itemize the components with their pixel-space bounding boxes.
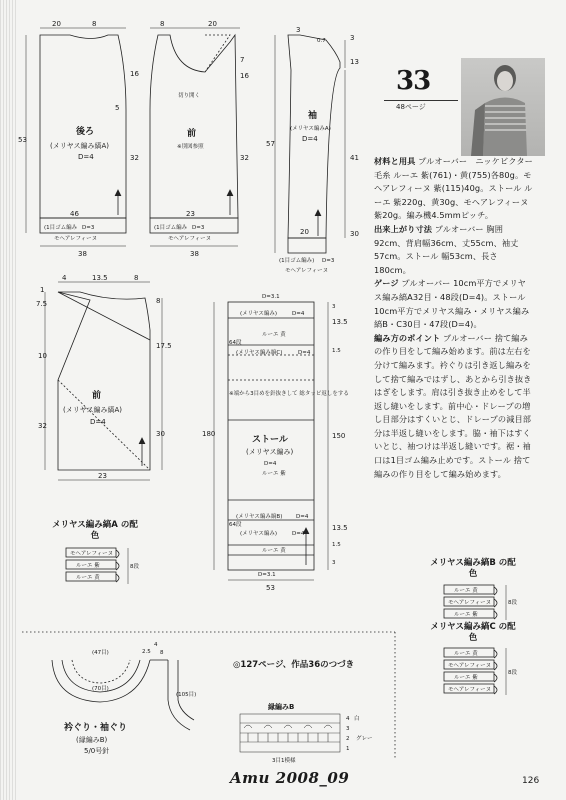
neck-st1: (47目) (92, 650, 109, 656)
back-w-top: 20 (52, 20, 61, 28)
front-top-rib-d: D=3 (192, 225, 205, 231)
stole-note: ※端から3目めを針抜きして 総タッピ返しをする (229, 391, 349, 397)
front-top-w-bottom: 23 (186, 210, 195, 218)
back-d: D=4 (78, 153, 94, 161)
stole-b-bottom: (メリヤス編み縞B) (236, 514, 283, 520)
neck-label-2: (縁編みB) (76, 736, 108, 744)
sleeve-h: 57 (266, 140, 275, 148)
edging-row-1: 1 (346, 746, 350, 752)
back-rib-yarn: モヘアレフィーヌ (54, 236, 98, 242)
size-text: プルオーバー 胸囲92cm、背肩幅36cm、丈55cm、袖丈57cm。ストール 幅53cm、長さ180cm。 (374, 223, 519, 275)
sleeve-rib-yarn: モヘアレフィーヌ (285, 268, 329, 274)
front-detail-h3: 10 (38, 352, 47, 360)
front-detail-piece (45, 282, 162, 480)
page-number: 126 (522, 776, 540, 786)
front-top-w-total: 38 (190, 250, 199, 258)
stole-c-d: D=4 (298, 350, 311, 356)
stole-d: D=4 (264, 461, 277, 467)
front-detail-title: 前 (92, 391, 102, 401)
sleeve-cap: 13 (350, 58, 359, 66)
stole-b-top-d: D=4 (292, 311, 305, 317)
front-detail-w-top-l: 4 (62, 274, 67, 282)
scheme-b-count: 8段 (508, 600, 517, 606)
sleeve-cap-h: 3 (350, 34, 355, 42)
stole-b-top: (メリヤス編み) (240, 311, 278, 317)
edging-row-3: 3 (346, 726, 350, 732)
materials-text: プルオーバー ニッケビクター毛糸 ルーエ 紫(761)・黄(755)各80g。モヘアレフィーヌ 紫(115)40g。ストール ルーエ 紫220g、黄30g、モヘアレフィーヌ 紫20g。編み機4.5mmピッチ。 (374, 156, 533, 221)
stole-h-total: 180 (202, 430, 216, 438)
gauge-text: プルオーバー 10cm平方でメリヤス編み縞A32目・48段(D=4)。ストール 10cm平方でメリヤス編み・メリヤス編み縞B・C30目・47段(D=4)。 (374, 278, 530, 330)
scheme-c-count: 8段 (508, 670, 517, 676)
front-detail-h2: 7.5 (36, 300, 48, 308)
stole-b-top-yarn: ルーエ 黄 (262, 332, 286, 338)
materials-heading: 材料と用具 (374, 156, 416, 166)
page-reference: 48ページ (396, 103, 426, 111)
sleeve-sub: (メリヤス編みA) (290, 126, 331, 132)
neck-label-1: 衿ぐり・袖ぐり (64, 723, 128, 733)
front-detail-w-top-m: 13.5 (92, 274, 108, 282)
front-detail-h5: 17.5 (156, 342, 172, 350)
front-detail-h4: 32 (38, 422, 47, 430)
stole-bottom-d: D=3.1 (258, 572, 276, 578)
back-w-neck: 8 (92, 20, 97, 28)
stole-b-bottom2-d: D=4 (292, 531, 305, 537)
scheme-b-row-2: モヘアレフィーヌ (448, 600, 492, 606)
scheme-c-row-3: ルーエ 紫 (454, 675, 478, 681)
neck-w1: 2.5 (142, 649, 151, 655)
stole-w: 53 (266, 584, 275, 592)
neck-st2: (70目) (92, 686, 109, 692)
back-rib-d: D=3 (82, 225, 95, 231)
edging-row-4: 4 (346, 716, 350, 722)
stole-b-bottom-d: D=4 (296, 514, 309, 520)
footer-title: Amu 2008_09 (230, 769, 350, 787)
back-sub: (メリヤス編み縞A) (50, 142, 109, 150)
back-total-h: 53 (18, 136, 27, 144)
stole-h-mid: 150 (332, 432, 346, 440)
stole-h-bot: 13.5 (332, 524, 348, 532)
sleeve-slope: 0.7 (317, 38, 326, 44)
front-detail-w-bottom: 23 (98, 472, 107, 480)
sleeve-w-top: 3 (296, 26, 301, 34)
edging-grey: グレー (356, 736, 373, 742)
front-top-title: 前 (187, 129, 197, 139)
stole-c-label: (メリヤス編み縞C) (236, 350, 283, 356)
neck-label-3: 5/0号針 (84, 747, 110, 755)
front-detail-sub: (メリヤス編み縞A) (63, 406, 122, 414)
front-detail-h1: 1 (40, 286, 45, 294)
back-arm-h: 5 (115, 104, 120, 112)
front-top-w-neck: 8 (160, 20, 165, 28)
back-w-total: 38 (78, 250, 87, 258)
scheme-a-row-2: ルーエ 紫 (76, 563, 100, 569)
front-top-rib: (1目ゴム編み (154, 225, 188, 231)
scheme-c-row-4: モヘアレフィーヌ (448, 687, 492, 693)
front-top-rib-yarn: モヘアレフィーヌ (168, 236, 212, 242)
stole-m15b: 1.5 (332, 542, 341, 548)
stole-m3b: 3 (332, 560, 336, 566)
edging-chart (240, 714, 340, 752)
front-top-w-top: 20 (208, 20, 217, 28)
gauge-block (374, 277, 534, 331)
scheme-a-count: 8段 (130, 564, 139, 570)
scheme-c-row-1: ルーエ 黄 (454, 651, 478, 657)
stole-b-bottom2-yarn: ルーエ 黄 (262, 548, 286, 554)
scheme-b-title: メリヤス編み縞B の配色 (430, 558, 516, 579)
stole-top-d: D=3.1 (262, 294, 280, 300)
stole-m3: 3 (332, 304, 336, 310)
stole-rows-bot: 64段 (229, 522, 242, 528)
front-detail-w-top-r: 8 (134, 274, 139, 282)
back-sh-h: 16 (130, 70, 139, 78)
size-heading: 出来上がり寸法 (374, 223, 433, 234)
front-detail-h7: 30 (156, 430, 165, 438)
materials-block (374, 155, 534, 223)
back-title: 後ろ (76, 127, 95, 137)
sleeve-w-total: 30 (350, 230, 359, 238)
scheme-b-row-1: ルーエ 黄 (454, 588, 478, 594)
sleeve-rib-d: D=3 (322, 258, 335, 264)
front-top-side-h: 32 (240, 154, 249, 162)
scheme-b-row-3: ルーエ 紫 (454, 612, 478, 618)
edging-white: 白 (354, 716, 360, 722)
pattern-number-rule (384, 100, 458, 101)
edging-title: 縁編みB (268, 703, 295, 711)
edging-row-2: 2 (346, 736, 350, 742)
sleeve-w-bottom: 20 (300, 228, 309, 236)
sleeve-title: 袖 (308, 111, 318, 121)
sleeve-d: D=4 (302, 135, 318, 143)
instructions-column (374, 155, 534, 481)
stole-yarn: ルーエ 紫 (262, 471, 286, 477)
points-text: プルオーバー 捨て編みの作り目をして編み始めます。前は左右を分けて編みます。衿ぐりは引き返し編みをして捨て編みではずし、あとから引き抜きはぎをします。肩は引き抜き止めをして半返し縫いをします。前中心・ドレープの増し目部分はすくいとじ、ドレープの減目部分は半返し縫いをします。脇・袖下はすくいとじ、袖つけは半返し縫いです。裾・袖口は1目ゴム編み止めです。ストール 捨て編みの作り目をして編み始めます。 (374, 332, 532, 479)
stole-title: ストール (252, 435, 288, 445)
model-photo (461, 58, 545, 156)
front-top-sub: ※別図参照 (177, 144, 204, 150)
stole-sub: (メリヤス編み) (246, 448, 294, 456)
model-photo-illustration (461, 58, 545, 156)
front-detail-d: D=4 (90, 418, 106, 426)
back-w-bottom: 46 (70, 210, 79, 218)
neck-w2: 4 (154, 642, 158, 648)
scheme-a-title: メリヤス編み縞A の配色 (52, 520, 138, 541)
sleeve-rib: (1目ゴム編み) (279, 258, 315, 264)
pattern-number: 33 (396, 66, 431, 96)
scheme-a-row-1: モヘアレフィーヌ (70, 551, 114, 557)
stole-m15: 1.5 (332, 348, 341, 354)
stole-b-bottom2: (メリヤス編み) (240, 531, 278, 537)
edging-start: 3目1模様 (272, 758, 296, 764)
back-side-h: 32 (130, 154, 139, 162)
continuation-note: ◎127ページ、作品36のつづき (233, 660, 355, 670)
neck-w3: 8 (160, 650, 164, 656)
scheme-c-row-2: モヘアレフィーヌ (448, 663, 492, 669)
front-detail-h6: 8 (156, 297, 161, 305)
points-block (374, 332, 534, 482)
sleeve-piece (275, 35, 345, 253)
stole-rows-top: 64段 (229, 340, 242, 346)
scheme-c-title: メリヤス編み縞C の配色 (430, 622, 516, 643)
back-rib: (1目ゴム編み (44, 225, 78, 231)
front-top-neck-h: 7 (240, 56, 245, 64)
front-top-note: 切り開く (178, 93, 201, 99)
scheme-a-row-3: ルーエ 黄 (76, 575, 100, 581)
gauge-heading: ゲージ (374, 278, 399, 289)
stole-h-top: 13.5 (332, 318, 348, 326)
size-block (374, 223, 534, 277)
points-heading: 編み方のポイント (374, 332, 441, 343)
front-top-sh-h: 16 (240, 72, 249, 80)
sleeve-lower: 41 (350, 154, 359, 162)
neck-st3: (105目) (176, 692, 197, 698)
neck-detail (52, 660, 197, 730)
